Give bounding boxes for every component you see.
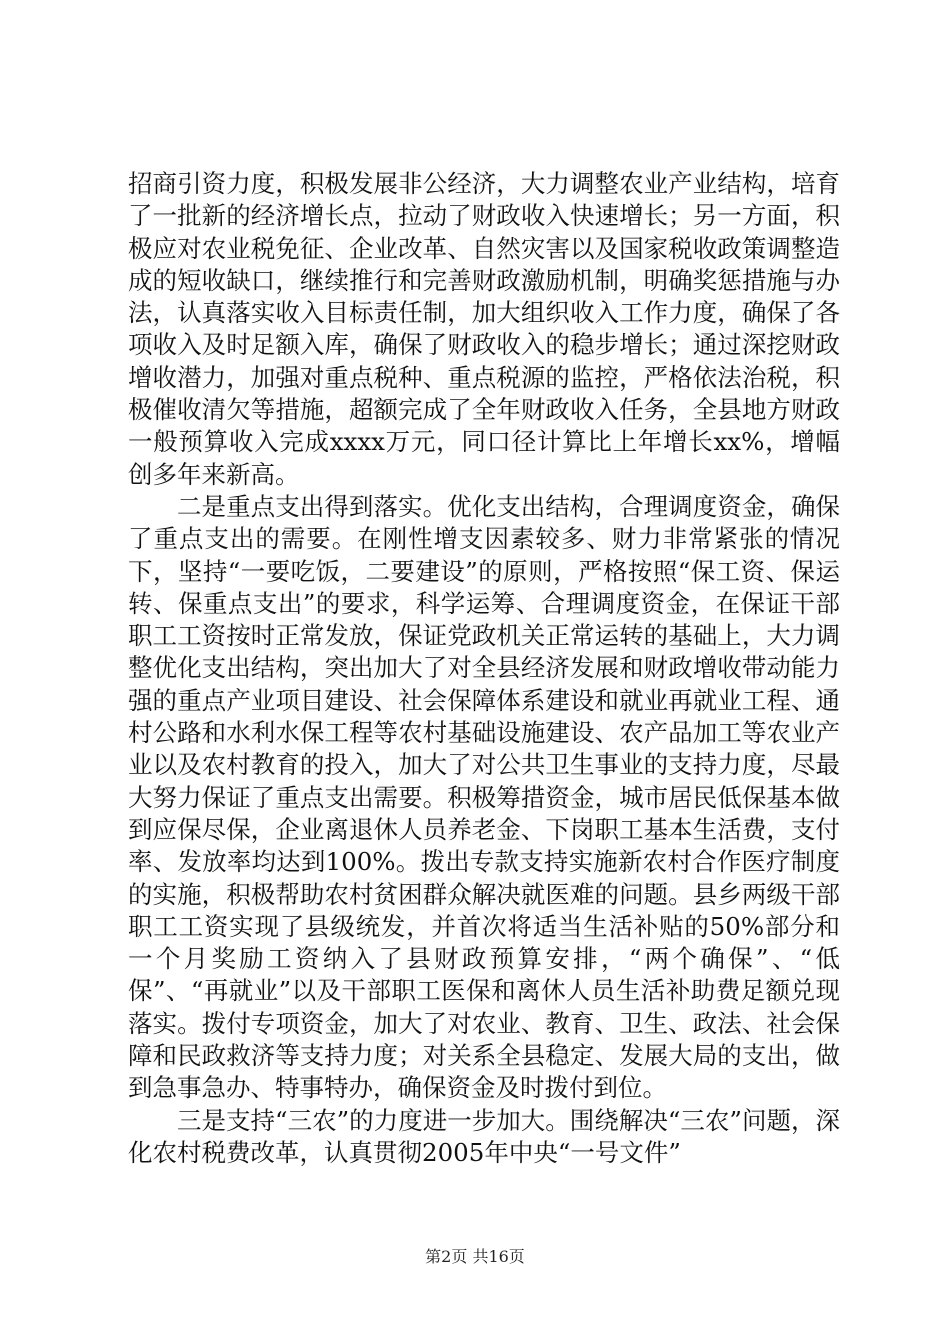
- page-footer: [0, 1244, 950, 1267]
- document-body: [128, 168, 840, 1169]
- paragraph-1: 招商引资力度，积极发展非公经济，大力调整农业产业结构，培育了一批新的经济增长点，拉动了财政收入快速增长；另一方面，积极应对农业税免征、企业改革、自然灾害以及国家税收政策调整造成的短收缺口，继续推行和完善财政激励机制，明确奖惩措施与办法，认真落实收入目标责任制，加大组织收入工作力度，确保了各项收入及时足额入库，确保了财政收入的稳步增长；通过深挖财政增收潜力，加强对重点税种、重点税源的监控，严格依法治税，积极催收清欠等措施，超额完成了全年财政收入任务，全县地方财政一般预算收入完成xxxx万元，同口径计算比上年增长xx%，增幅创多年来新高。: [128, 169, 840, 489]
- paragraph-3: 三是支持“三农”的力度进一步加大。围绕解决“三农”问题，深化农村税费改革，认真贯彻2005年中央“一号文件”: [128, 1105, 840, 1167]
- paragraph-2: 二是重点支出得到落实。优化支出结构，合理调度资金，确保了重点支出的需要。在刚性增支因素较多、财力非常紧张的情况下，坚持“一要吃饭，二要建设”的原则，严格按照“保工资、保运转、保重点支出”的要求，科学运筹、合理调度资金，在保证干部职工工资按时正常发放，保证党政机关正常运转的基础上，大力调整优化支出结构，突出加大了对全县经济发展和财政增收带动能力强的重点产业项目建设、社会保障体系建设和就业再就业工程、通村公路和水利水保工程等农村基础设施建设、农产品加工等农业产业以及农村教育的投入，加大了对公共卫生事业的支持力度，尽最大努力保证了重点支出需要。积极筹措资金，城市居民低保基本做到应保尽保，企业离退休人员养老金、下岗职工基本生活费，支付率、发放率均达到100%。拨出专款支持实施新农村合作医疗制度的实施，积极帮助农村贫困群众解决就医难的问题。县乡两级干部职工工资实现了县级统发，并首次将适当生活补贴的50%部分和一个月奖励工资纳入了县财政预算安排，“两个确保”、“低保”、“再就业”以及干部职工医保和离休人员生活补助费足额兑现落实。拨付专项资金，加大了对农业、教育、卫生、政法、社会保障和民政救济等支持力度；对关系全县稳定、发展大局的支出，做到急事急办、特事特办，确保资金及时拨付到位。: [128, 491, 840, 1103]
- page-number-label: 第2页 共16页: [425, 1247, 525, 1266]
